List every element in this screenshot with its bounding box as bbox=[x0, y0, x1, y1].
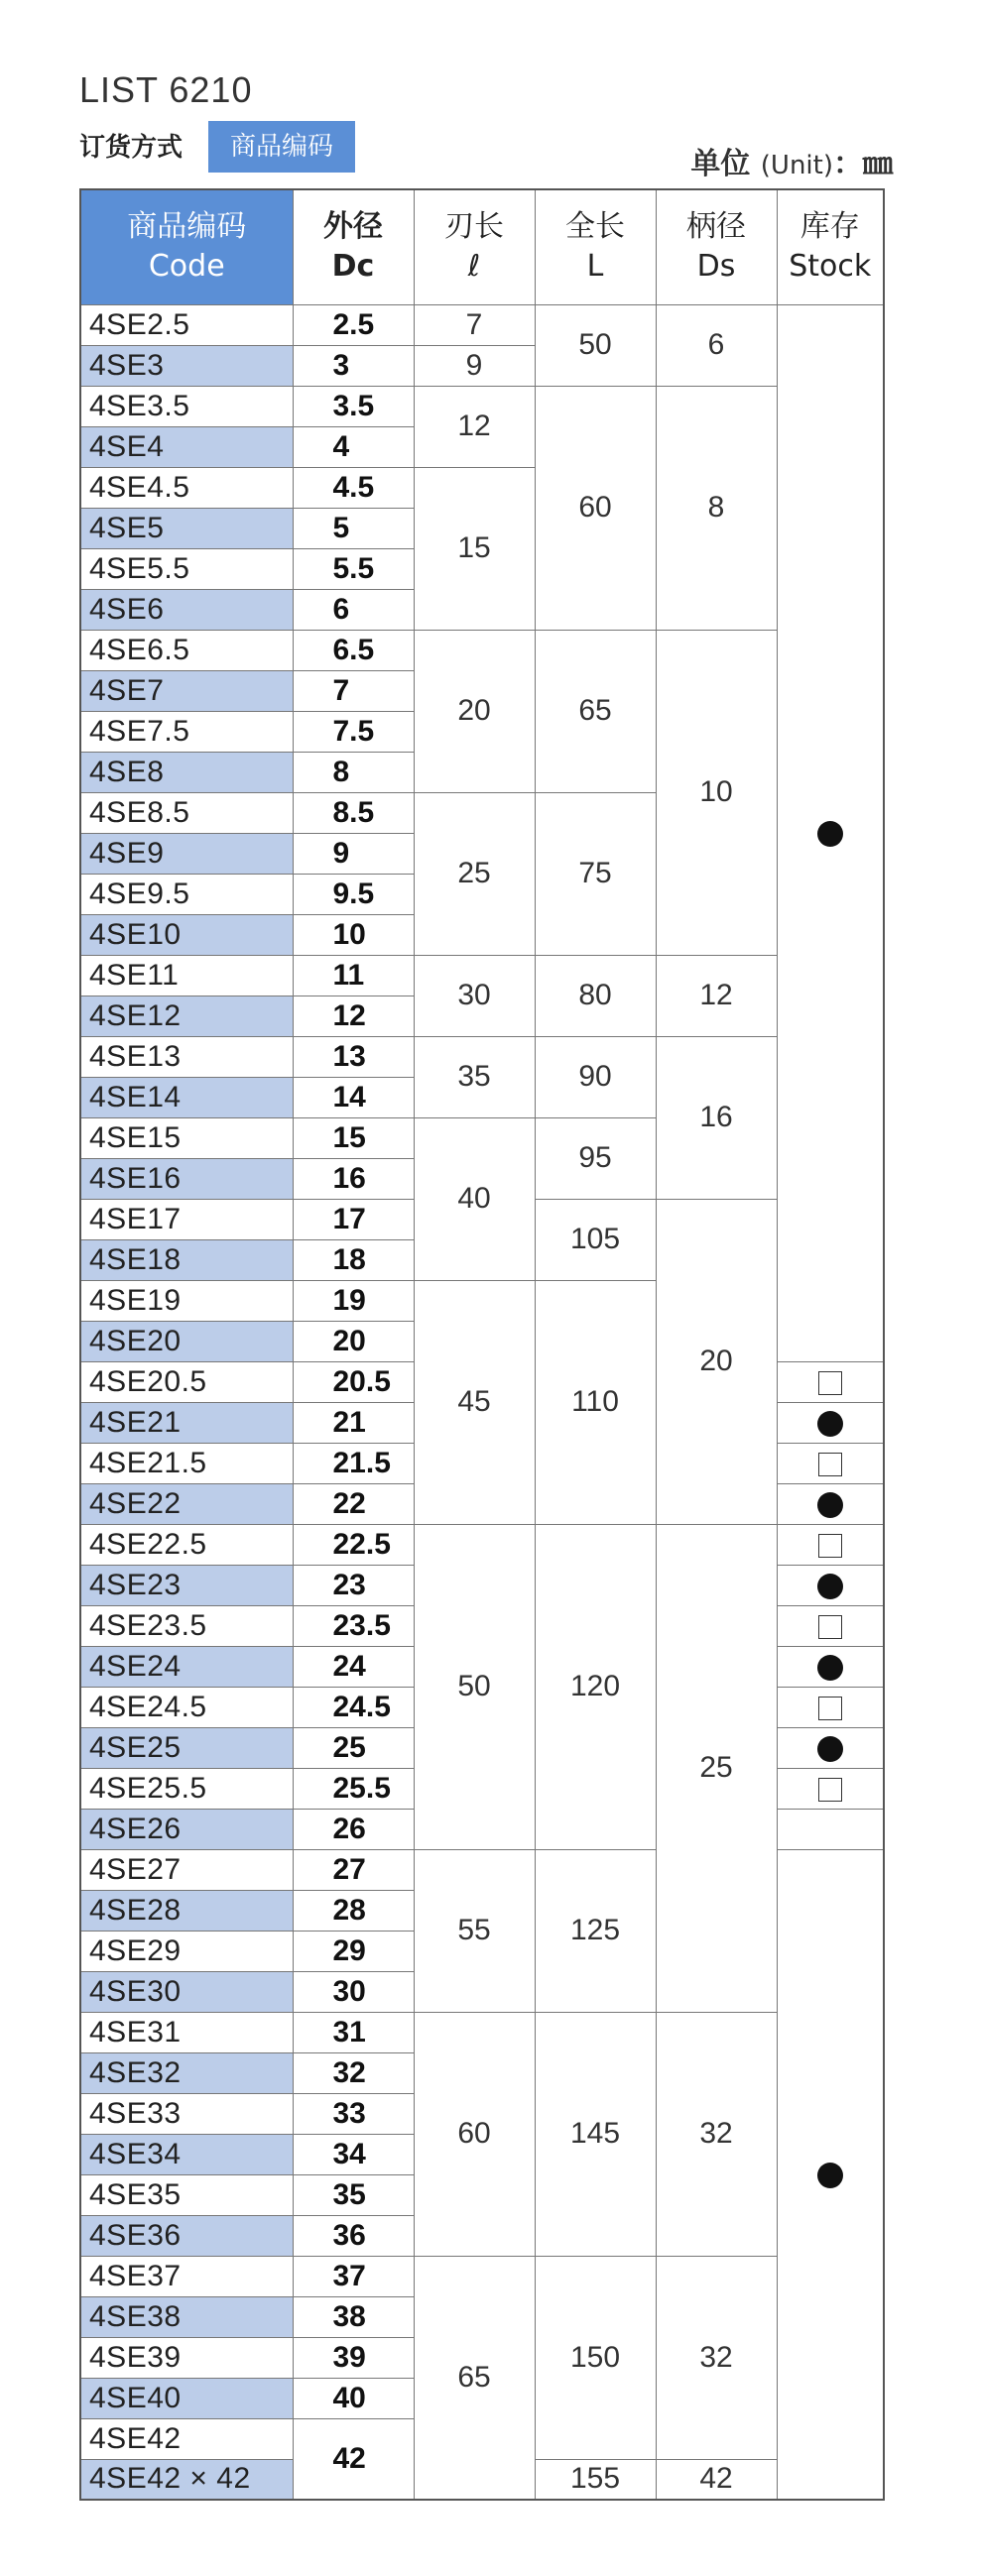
header-code-en: Code bbox=[148, 249, 225, 285]
stock-cell bbox=[777, 1483, 884, 1524]
outer-diameter: 7.5 bbox=[293, 711, 414, 752]
outer-diameter: 27 bbox=[293, 1849, 414, 1890]
product-code: 4SE35 bbox=[80, 2174, 293, 2215]
overall-length: 155 bbox=[535, 2459, 656, 2500]
product-code: 4SE22 bbox=[80, 1483, 293, 1524]
unit-indicator bbox=[690, 139, 893, 182]
outer-diameter: 8 bbox=[293, 752, 414, 792]
product-code: 4SE4.5 bbox=[80, 467, 293, 508]
unit-note: (Unit) bbox=[760, 151, 833, 180]
product-code: 4SE14 bbox=[80, 1077, 293, 1117]
product-code: 4SE15 bbox=[80, 1117, 293, 1158]
outer-diameter: 12 bbox=[293, 995, 414, 1036]
product-code: 4SE9 bbox=[80, 833, 293, 874]
product-code: 4SE3 bbox=[80, 345, 293, 386]
table-row bbox=[80, 1036, 884, 1077]
unit-value: ：㎜ bbox=[833, 147, 893, 181]
product-code: 4SE5 bbox=[80, 508, 293, 548]
shank-diameter: 10 bbox=[656, 630, 777, 955]
header-length-en: L bbox=[586, 249, 604, 285]
outer-diameter: 26 bbox=[293, 1809, 414, 1849]
table-row bbox=[80, 1524, 884, 1565]
spec-table-container bbox=[79, 188, 885, 2501]
outer-diameter: 8.5 bbox=[293, 792, 414, 833]
overall-length: 75 bbox=[535, 792, 656, 955]
overall-length: 125 bbox=[535, 1849, 656, 2012]
flute-length: 9 bbox=[414, 345, 535, 386]
in-stock-dot-icon bbox=[817, 1411, 843, 1437]
stock-cell bbox=[777, 1605, 884, 1646]
overall-length: 50 bbox=[535, 304, 656, 386]
shank-diameter: 25 bbox=[656, 1524, 777, 2012]
header-row bbox=[80, 189, 884, 304]
outer-diameter: 19 bbox=[293, 1280, 414, 1321]
outer-diameter: 21.5 bbox=[293, 1443, 414, 1483]
product-code: 4SE24.5 bbox=[80, 1687, 293, 1727]
outer-diameter: 10 bbox=[293, 914, 414, 955]
product-code: 4SE40 bbox=[80, 2378, 293, 2418]
in-stock-dot-icon bbox=[817, 821, 843, 847]
product-code: 4SE30 bbox=[80, 1971, 293, 2012]
product-code: 4SE12 bbox=[80, 995, 293, 1036]
product-code: 4SE18 bbox=[80, 1239, 293, 1280]
flute-length: 60 bbox=[414, 2012, 535, 2256]
outer-diameter: 25 bbox=[293, 1727, 414, 1768]
outer-diameter: 35 bbox=[293, 2174, 414, 2215]
outer-diameter: 20 bbox=[293, 1321, 414, 1361]
product-code: 4SE16 bbox=[80, 1158, 293, 1199]
out-of-stock-square-icon bbox=[818, 1778, 842, 1802]
product-code: 4SE24 bbox=[80, 1646, 293, 1687]
header-length bbox=[535, 189, 656, 304]
outer-diameter: 14 bbox=[293, 1077, 414, 1117]
shank-diameter: 8 bbox=[656, 386, 777, 630]
table-row bbox=[80, 2012, 884, 2052]
outer-diameter: 40 bbox=[293, 2378, 414, 2418]
header-stock bbox=[777, 189, 884, 304]
product-code: 4SE39 bbox=[80, 2337, 293, 2378]
header-length-cn: 全长 bbox=[565, 209, 625, 245]
product-code: 4SE21.5 bbox=[80, 1443, 293, 1483]
header-flute-en: ℓ bbox=[467, 249, 481, 285]
overall-length: 80 bbox=[535, 955, 656, 1036]
product-code: 4SE31 bbox=[80, 2012, 293, 2052]
spec-table bbox=[79, 188, 885, 2501]
product-code: 4SE26 bbox=[80, 1809, 293, 1849]
product-code: 4SE22.5 bbox=[80, 1524, 293, 1565]
outer-diameter: 32 bbox=[293, 2052, 414, 2093]
product-code: 4SE20 bbox=[80, 1321, 293, 1361]
stock-cell bbox=[777, 1849, 884, 2500]
overall-length: 110 bbox=[535, 1280, 656, 1524]
stock-cell bbox=[777, 1524, 884, 1565]
flute-length: 35 bbox=[414, 1036, 535, 1117]
outer-diameter: 6.5 bbox=[293, 630, 414, 670]
table-row bbox=[80, 386, 884, 426]
outer-diameter: 3.5 bbox=[293, 386, 414, 426]
shank-diameter: 32 bbox=[656, 2012, 777, 2256]
product-code: 4SE29 bbox=[80, 1931, 293, 1971]
shank-diameter: 16 bbox=[656, 1036, 777, 1199]
outer-diameter: 2.5 bbox=[293, 304, 414, 345]
overall-length: 145 bbox=[535, 2012, 656, 2256]
outer-diameter: 9 bbox=[293, 833, 414, 874]
outer-diameter: 33 bbox=[293, 2093, 414, 2134]
outer-diameter: 18 bbox=[293, 1239, 414, 1280]
flute-length: 65 bbox=[414, 2256, 535, 2500]
product-code: 4SE3.5 bbox=[80, 386, 293, 426]
product-code: 4SE25.5 bbox=[80, 1768, 293, 1809]
out-of-stock-square-icon bbox=[818, 1534, 842, 1558]
table-header bbox=[80, 189, 884, 304]
stock-cell bbox=[777, 1646, 884, 1687]
out-of-stock-square-icon bbox=[818, 1453, 842, 1476]
shank-diameter: 12 bbox=[656, 955, 777, 1036]
stock-cell bbox=[777, 1727, 884, 1768]
outer-diameter: 24.5 bbox=[293, 1687, 414, 1727]
header-shank bbox=[656, 189, 777, 304]
product-code: 4SE10 bbox=[80, 914, 293, 955]
out-of-stock-square-icon bbox=[818, 1697, 842, 1720]
product-code: 4SE27 bbox=[80, 1849, 293, 1890]
product-code: 4SE28 bbox=[80, 1890, 293, 1931]
shank-diameter: 6 bbox=[656, 304, 777, 386]
header-shank-cn: 柄径 bbox=[686, 209, 746, 245]
product-code: 4SE8 bbox=[80, 752, 293, 792]
flute-length: 12 bbox=[414, 386, 535, 467]
product-code: 4SE42 × 42 bbox=[80, 2459, 293, 2500]
product-code: 4SE38 bbox=[80, 2296, 293, 2337]
product-code: 4SE34 bbox=[80, 2134, 293, 2174]
overall-length: 105 bbox=[535, 1199, 656, 1280]
in-stock-dot-icon bbox=[817, 1655, 843, 1681]
flute-length: 55 bbox=[414, 1849, 535, 2012]
overall-length: 60 bbox=[535, 386, 656, 630]
table-body bbox=[80, 304, 884, 2500]
product-code: 4SE7 bbox=[80, 670, 293, 711]
header-shank-en: Ds bbox=[696, 249, 736, 285]
stock-cell bbox=[777, 1402, 884, 1443]
product-code: 4SE8.5 bbox=[80, 792, 293, 833]
product-code: 4SE6 bbox=[80, 589, 293, 630]
header-dc-en: Dc bbox=[331, 249, 375, 285]
product-code: 4SE37 bbox=[80, 2256, 293, 2296]
order-method-label: 订货方式 bbox=[79, 133, 184, 163]
outer-diameter: 23.5 bbox=[293, 1605, 414, 1646]
product-code: 4SE19 bbox=[80, 1280, 293, 1321]
outer-diameter: 7 bbox=[293, 670, 414, 711]
outer-diameter: 13 bbox=[293, 1036, 414, 1077]
product-code: 4SE36 bbox=[80, 2215, 293, 2256]
product-code: 4SE7.5 bbox=[80, 711, 293, 752]
outer-diameter: 38 bbox=[293, 2296, 414, 2337]
product-code: 4SE13 bbox=[80, 1036, 293, 1077]
header-stock-en: Stock bbox=[789, 249, 872, 285]
shank-diameter: 42 bbox=[656, 2459, 777, 2500]
outer-diameter: 23 bbox=[293, 1565, 414, 1605]
product-code: 4SE20.5 bbox=[80, 1361, 293, 1402]
stock-cell bbox=[777, 304, 884, 1361]
overall-length: 120 bbox=[535, 1524, 656, 1849]
shank-diameter: 20 bbox=[656, 1199, 777, 1524]
outer-diameter: 5 bbox=[293, 508, 414, 548]
outer-diameter: 9.5 bbox=[293, 874, 414, 914]
outer-diameter: 4 bbox=[293, 426, 414, 467]
table-row bbox=[80, 2256, 884, 2296]
product-code: 4SE17 bbox=[80, 1199, 293, 1239]
header-flute bbox=[414, 189, 535, 304]
table-row bbox=[80, 630, 884, 670]
outer-diameter: 17 bbox=[293, 1199, 414, 1239]
outer-diameter: 4.5 bbox=[293, 467, 414, 508]
header-dc bbox=[293, 189, 414, 304]
outer-diameter: 22 bbox=[293, 1483, 414, 1524]
product-code: 4SE2.5 bbox=[80, 304, 293, 345]
flute-length: 45 bbox=[414, 1280, 535, 1524]
outer-diameter: 20.5 bbox=[293, 1361, 414, 1402]
in-stock-dot-icon bbox=[817, 2163, 843, 2188]
flute-length: 30 bbox=[414, 955, 535, 1036]
product-code: 4SE9.5 bbox=[80, 874, 293, 914]
overall-length: 90 bbox=[535, 1036, 656, 1117]
table-row bbox=[80, 955, 884, 995]
outer-diameter: 34 bbox=[293, 2134, 414, 2174]
outer-diameter: 29 bbox=[293, 1931, 414, 1971]
overall-length: 65 bbox=[535, 630, 656, 792]
outer-diameter: 39 bbox=[293, 2337, 414, 2378]
in-stock-dot-icon bbox=[817, 1736, 843, 1762]
product-code: 4SE33 bbox=[80, 2093, 293, 2134]
outer-diameter: 6 bbox=[293, 589, 414, 630]
flute-length: 50 bbox=[414, 1524, 535, 1849]
outer-diameter: 30 bbox=[293, 1971, 414, 2012]
flute-length: 25 bbox=[414, 792, 535, 955]
header-code-cn: 商品编码 bbox=[127, 209, 247, 245]
flute-length: 15 bbox=[414, 467, 535, 630]
outer-diameter: 5.5 bbox=[293, 548, 414, 589]
outer-diameter: 25.5 bbox=[293, 1768, 414, 1809]
outer-diameter: 3 bbox=[293, 345, 414, 386]
out-of-stock-square-icon bbox=[818, 1615, 842, 1639]
product-code: 4SE23 bbox=[80, 1565, 293, 1605]
product-code: 4SE11 bbox=[80, 955, 293, 995]
order-method-badge: 商品编码 bbox=[208, 121, 355, 173]
flute-length: 7 bbox=[414, 304, 535, 345]
product-code: 4SE25 bbox=[80, 1727, 293, 1768]
outer-diameter: 28 bbox=[293, 1890, 414, 1931]
outer-diameter: 11 bbox=[293, 955, 414, 995]
product-code: 4SE5.5 bbox=[80, 548, 293, 589]
in-stock-dot-icon bbox=[817, 1492, 843, 1518]
list-title: LIST 6210 bbox=[79, 69, 253, 110]
header-dc-cn: 外径 bbox=[323, 209, 383, 245]
table-row bbox=[80, 304, 884, 345]
outer-diameter: 21 bbox=[293, 1402, 414, 1443]
flute-length: 40 bbox=[414, 1117, 535, 1280]
stock-cell bbox=[777, 1687, 884, 1727]
stock-cell bbox=[777, 1443, 884, 1483]
product-code: 4SE42 bbox=[80, 2418, 293, 2459]
outer-diameter: 22.5 bbox=[293, 1524, 414, 1565]
stock-cell-empty bbox=[777, 1809, 884, 1849]
outer-diameter: 42 bbox=[293, 2418, 414, 2500]
stock-cell bbox=[777, 1768, 884, 1809]
stock-cell bbox=[777, 1565, 884, 1605]
outer-diameter: 24 bbox=[293, 1646, 414, 1687]
shank-diameter: 32 bbox=[656, 2256, 777, 2459]
stock-cell bbox=[777, 1361, 884, 1402]
unit-label: 单位 bbox=[690, 147, 751, 181]
outer-diameter: 37 bbox=[293, 2256, 414, 2296]
overall-length: 150 bbox=[535, 2256, 656, 2459]
product-code: 4SE32 bbox=[80, 2052, 293, 2093]
outer-diameter: 36 bbox=[293, 2215, 414, 2256]
header-flute-cn: 刃长 bbox=[444, 209, 504, 245]
product-code: 4SE6.5 bbox=[80, 630, 293, 670]
outer-diameter: 31 bbox=[293, 2012, 414, 2052]
out-of-stock-square-icon bbox=[818, 1371, 842, 1395]
outer-diameter: 15 bbox=[293, 1117, 414, 1158]
in-stock-dot-icon bbox=[817, 1574, 843, 1599]
header-code bbox=[80, 189, 293, 304]
flute-length: 20 bbox=[414, 630, 535, 792]
overall-length: 95 bbox=[535, 1117, 656, 1199]
product-code: 4SE23.5 bbox=[80, 1605, 293, 1646]
product-code: 4SE21 bbox=[80, 1402, 293, 1443]
product-code: 4SE4 bbox=[80, 426, 293, 467]
outer-diameter: 16 bbox=[293, 1158, 414, 1199]
header-stock-cn: 库存 bbox=[799, 209, 860, 245]
